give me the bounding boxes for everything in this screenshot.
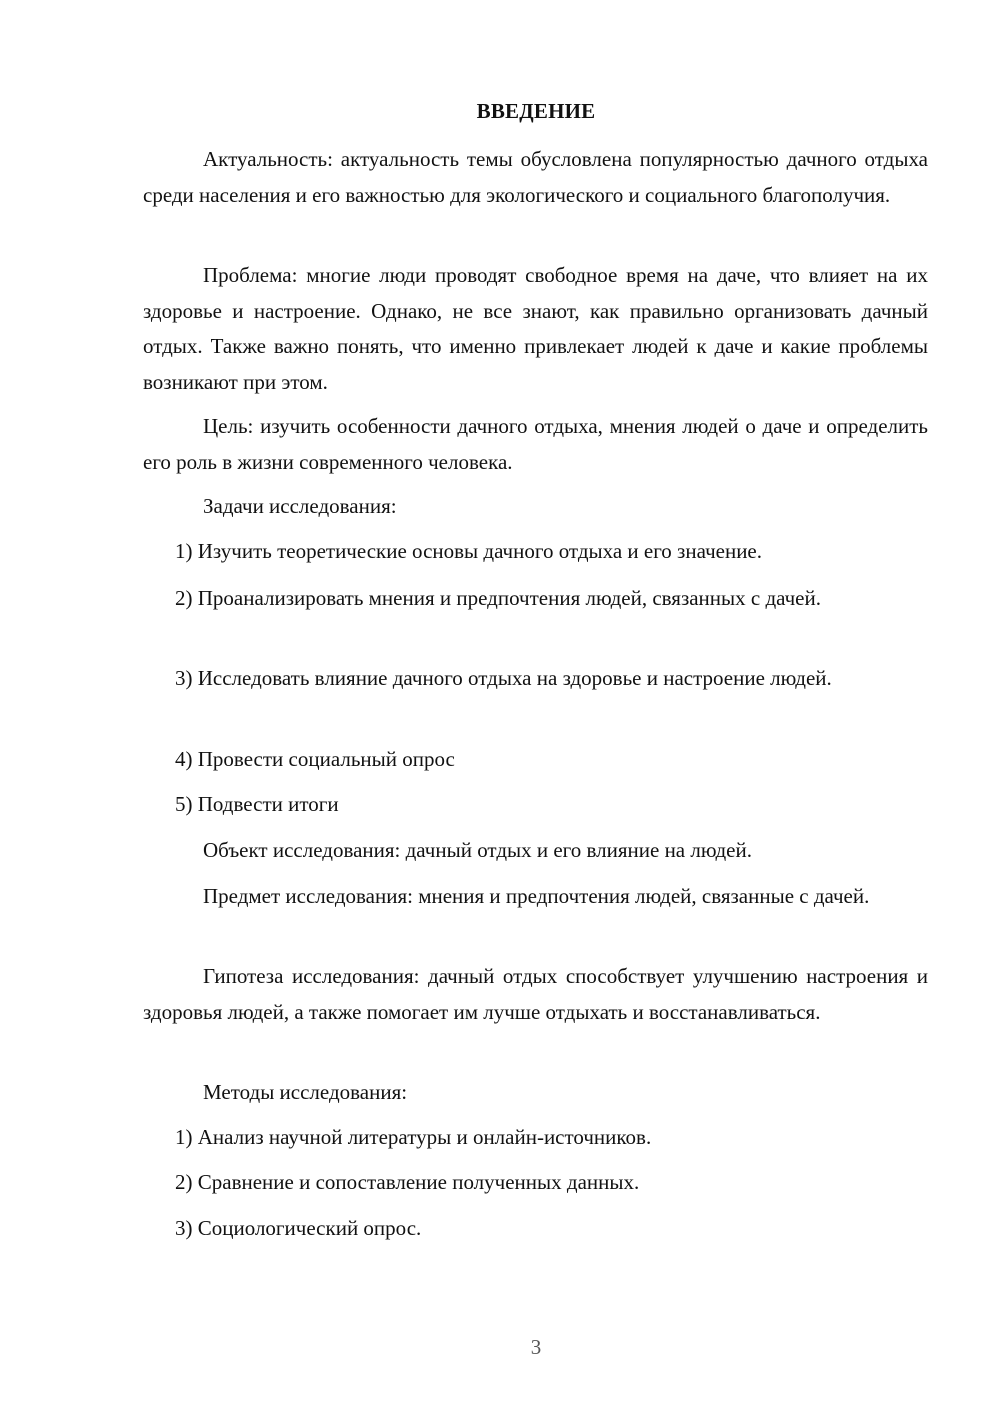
paragraph-subject: Предмет исследования: мнения и предпочтения людей, связанные с дачей. (203, 884, 870, 908)
task-item: 4) Провести социальный опрос (175, 747, 455, 771)
paragraph-relevance: Актуальность: актуальность темы обусловлена популярностью дачного отдыха среди населения и его важностью для экологического и социального благополучия. (143, 147, 928, 207)
tasks-title: Задачи исследования: (203, 494, 397, 518)
method-item: 3) Социологический опрос. (175, 1216, 422, 1240)
task-item: 3) Исследовать влияние дачного отдыха на здоровье и настроение людей. (175, 666, 832, 690)
task-item: 1) Изучить теоретические основы дачного отдыха и его значение. (175, 539, 763, 563)
page-number: 3 (530, 1335, 542, 1359)
task-item: 5) Подвести итоги (175, 792, 339, 816)
methods-title: Методы исследования: (203, 1080, 408, 1104)
paragraph-problem: Проблема: многие люди проводят свободное время на даче, что влияет на их здоровье и настроение. Однако, не все знают, как правильно организовать дачный отдых. Также важно понять, что именно привлекает людей к даче и какие проблемы возникают при этом. (143, 263, 928, 394)
method-item: 1) Анализ научной литературы и онлайн-источников. (175, 1125, 652, 1149)
paragraph-object: Объект исследования: дачный отдых и его влияние на людей. (203, 838, 752, 862)
paragraph-goal: Цель: изучить особенности дачного отдыха, мнения людей о даче и определить его роль в жизни современного человека. (143, 414, 928, 474)
method-item: 2) Сравнение и сопоставление полученных данных. (175, 1170, 640, 1194)
paragraph-hypothesis: Гипотеза исследования: дачный отдых способствует улучшению настроения и здоровья людей, а также помогает им лучше отдыхать и восстанавливаться. (143, 964, 928, 1024)
section-heading: ВВЕДЕНИЕ (476, 99, 596, 123)
task-item: 2) Проанализировать мнения и предпочтения людей, связанных с дачей. (175, 586, 821, 610)
